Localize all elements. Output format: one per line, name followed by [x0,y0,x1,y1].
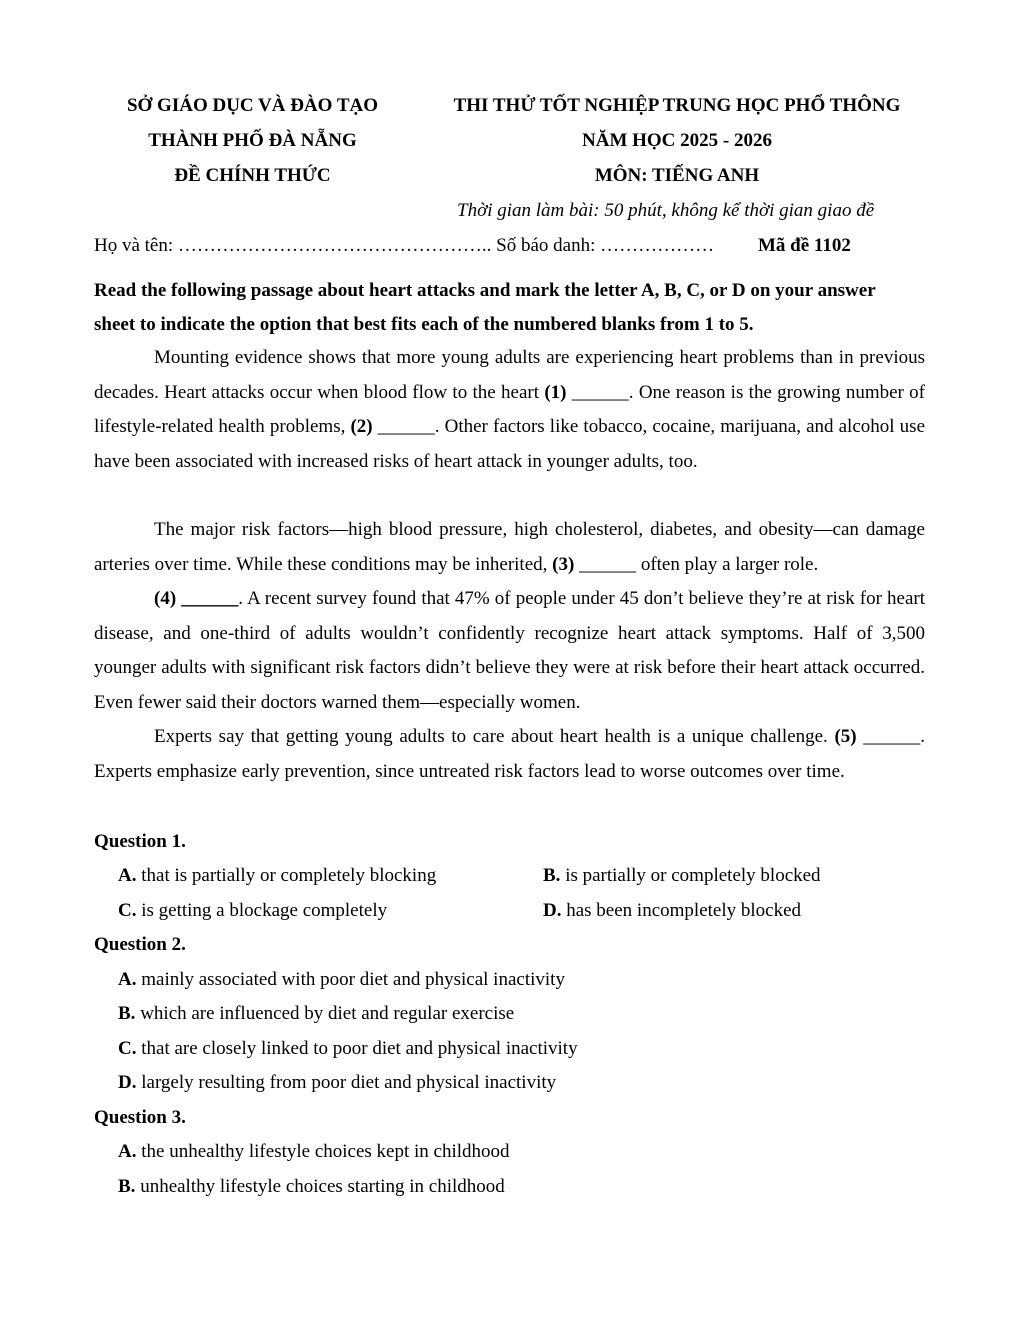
passage-paragraph-4: Experts say that getting young adults to care about heart health is a unique challenge. (5) ______. Experts emphasize early prevention, since untreated risk factors lead to worse outcomes over time. [94,726,925,782]
question-3-option-b[interactable]: B. unhealthy lifestyle choices starting in childhood [118,1176,505,1197]
question-1-option-c[interactable]: C. is getting a blockage completely [118,900,388,921]
question-3-option-a[interactable]: A. the unhealthy lifestyle choices kept in childhood [118,1141,510,1162]
passage-paragraph-2: The major risk factors—high blood pressure, high cholesterol, diabetes, and obesity—can damage arteries over time. While these conditions may be inherited, (3) ______ often play a larger role. [94,519,925,575]
department-name: SỞ GIÁO DỤC VÀ ĐÀO TẠO [126,95,379,116]
exam-title: THI THỬ TỐT NGHIỆP TRUNG HỌC PHỔ THÔNG [453,95,901,116]
question-2-title: Question 2. [94,934,186,955]
school-year: NĂM HỌC 2025 - 2026 [582,130,772,151]
question-1-option-b[interactable]: B. is partially or completely blocked [543,865,821,886]
passage-paragraph-3: (4) ______. A recent survey found that 47% of people under 45 don’t believe they’re at risk for heart disease, and one-third of adults wouldn’t confidently recognize heart attack symptoms. Half of 3,500 younger adults with significant risk factors didn’t believe they were at risk before their heart attack occurred. Even fewer said their doctors warned them—especially women. [94,588,925,713]
question-1-option-a[interactable]: A. that is partially or completely blocking [118,865,437,886]
question-3-title: Question 3. [94,1107,186,1128]
subject: MÔN: TIẾNG ANH [594,165,760,186]
question-2-option-c[interactable]: C. that are closely linked to poor diet and physical inactivity [118,1038,578,1059]
city-name: THÀNH PHỐ ĐÀ NẴNG [148,130,357,151]
question-2-option-b[interactable]: B. which are influenced by diet and regular exercise [118,1003,515,1024]
instruction-line-2: sheet to indicate the option that best fits each of the numbered blanks from 1 to 5. [94,314,754,335]
question-1-title: Question 1. [94,831,186,852]
question-2-option-d[interactable]: D. largely resulting from poor diet and physical inactivity [118,1072,557,1093]
question-1-option-d[interactable]: D. has been incompletely blocked [543,900,802,921]
time-note: Thời gian làm bài: 50 phút, không kể thời gian giao đề [457,200,875,221]
blank-3: (3) [552,553,575,575]
passage-paragraph-1: Mounting evidence shows that more young adults are experiencing heart problems than in previous decades. Heart attacks occur when blood flow to the heart (1) ______. One reason is the growing number of lifestyle-related health problems, (2) ______. Other factors like tobacco, cocaine, marijuana, and alcohol use have been associated with increased risks of heart attack in younger adults, too. [94,347,925,472]
candidate-fields: Họ và tên: ………………………………………….. Số báo danh: ……………… [94,235,715,256]
blank-4: (4) ______ [154,588,239,609]
blank-5: (5) [834,726,857,747]
blank-1: (1) [544,381,567,403]
exam-code: Mã đề 1102 [758,235,851,256]
instruction-line-1: Read the following passage about heart attacks and mark the letter A, B, C, or D on your answer [94,280,876,301]
official-label: ĐỀ CHÍNH THỨC [174,165,331,186]
question-2-option-a[interactable]: A. mainly associated with poor diet and physical inactivity [118,969,565,990]
blank-2: (2) [350,416,373,437]
